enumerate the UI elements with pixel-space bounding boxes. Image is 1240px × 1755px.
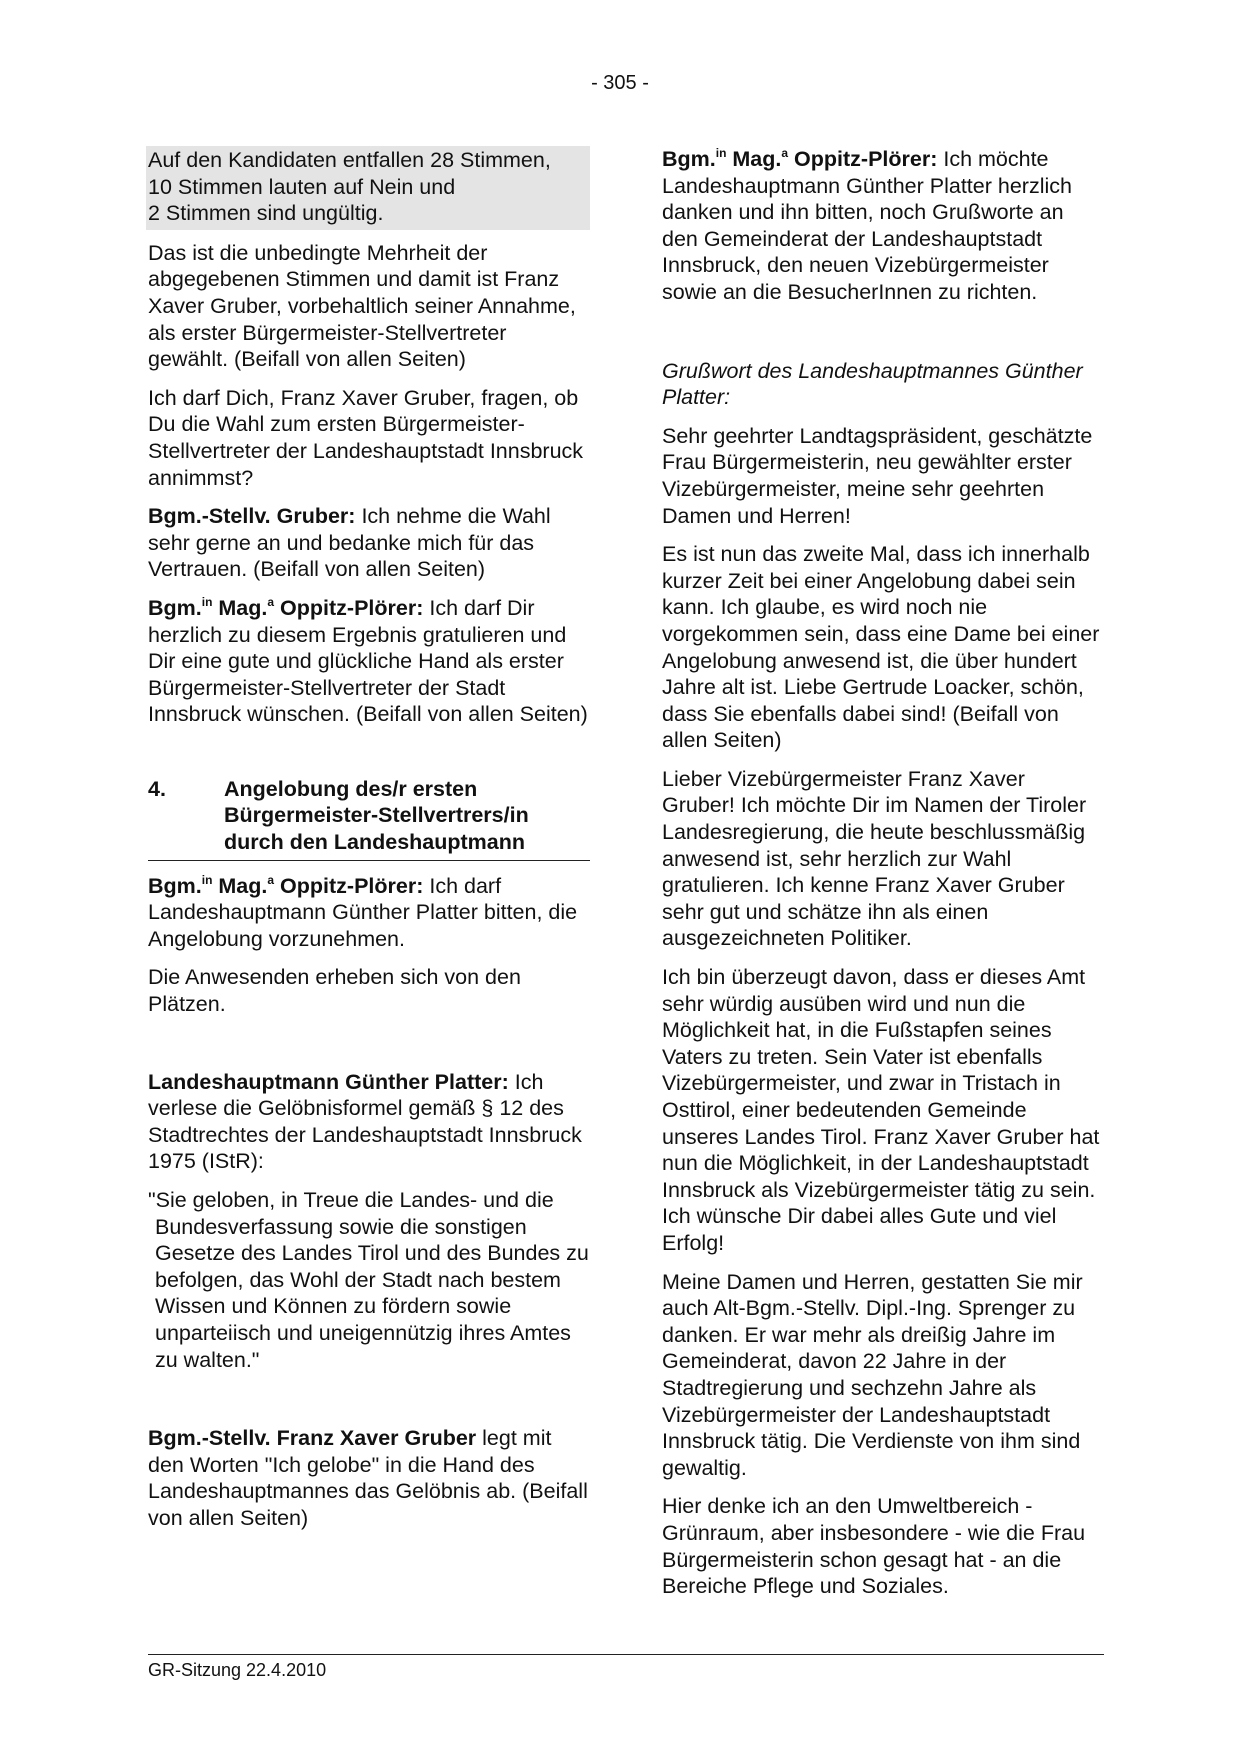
speaker-name: Bgm.$^{in}$ Mag.$^a$ Oppitz-Plörer: bbox=[148, 872, 424, 898]
speech-text: legt mit den Worten "Ich gelobe" in die Hand des Landeshauptmannes das Gelöbnis ab. (Beifall von allen Seiten) bbox=[148, 1426, 588, 1530]
paragraph-congratulations: Lieber Vizebürgermeister Franz Xaver Gruber! Ich möchte Dir im Namen der Tiroler Landesregierung, die heute beschlussmäßig anwesend ist, sehr herzlich zur Wahl gratulieren. Ich kenne Franz Xaver Gruber sehr gut und schätze ihn als einen ausgezeichneten Politiker. bbox=[662, 766, 1087, 951]
paragraph-attendees-rise: Die Anwesenden erheben sich von den Plätzen. bbox=[148, 965, 521, 1017]
paragraph-question: Ich darf Dich, Franz Xaver Gruber, fragen, ob Du die Wahl zum ersten Bürgermeister-Stellvertreter der Landeshauptstadt Innsbruck annimmst? bbox=[148, 385, 584, 490]
oath-rest: Bundesverfassung sowie die sonstigen Gesetze des Landes Tirol und des Bundes zu befolgen, das Wohl der Stadt nach bestem Wissen und Können zu fördern sowie unparteiisch und uneigennützig ihres Amtes zu walten." bbox=[155, 1214, 589, 1372]
section-heading bbox=[148, 776, 590, 861]
vote-result-line: 10 Stimmen lauten auf Nein und bbox=[148, 174, 456, 199]
oath-first-line: "Sie geloben, in Treue die Landes- und die bbox=[148, 1188, 554, 1212]
speaker-name: Bgm.$^{in}$ Mag.$^a$ Oppitz-Plörer: bbox=[662, 146, 938, 171]
paragraph-majority: Das ist die unbedingte Mehrheit der abgegebenen Stimmen und damit ist Franz Xaver Gruber, vorbehaltlich seiner Annahme, als erster Bürgermeister-Stellvertreter gewählt. (Beifall von allen Seiten) bbox=[148, 240, 576, 372]
paragraph-oath-taken bbox=[148, 1425, 590, 1531]
right-column bbox=[662, 146, 1102, 1612]
speech-text: Ich darf Landeshauptmann Günther Platter bitten, die Angelobung vorzunehmen. bbox=[148, 873, 578, 951]
left-column bbox=[148, 146, 590, 1544]
vote-result-box bbox=[146, 146, 590, 230]
paragraph-gruber-accepts bbox=[148, 503, 590, 583]
speech-text: Ich möchte Landeshauptmann Günther Platter herzlich danken und ihn bitten, noch Grußworte an den Gemeinderat der Landeshauptstadt Innsbruck, den neuen Vizebürgermeister sowie an die BesucherInnen zu richten. bbox=[662, 147, 1072, 304]
paragraph-sprenger: Meine Damen und Herren, gestatten Sie mir auch Alt-Bgm.-Stellv. Dipl.-Ing. Sprenger zu danken. Er war mehr als dreißig Jahre im Gemeinderat, davon 22 Jahre in der Stadtregierung und sechzehn Jahre als Vizebürgermeister der Landeshauptstadt Innsbruck tätig. Die Verdienste von ihm sind gewaltig. bbox=[662, 1269, 1083, 1480]
speech-text: Ich verlese die Gelöbnisformel gemäß § 12 des Stadtrechtes der Landeshauptstadt Innsbruck 1975 (IStR): bbox=[148, 1069, 582, 1174]
paragraph-mayor-request bbox=[148, 873, 590, 953]
vote-result-line: Auf den Kandidaten entfallen 28 Stimmen, bbox=[148, 148, 551, 172]
speaker-name: Bgm.-Stellv. Franz Xaver Gruber bbox=[148, 1426, 477, 1451]
speech-text: Ich darf Dir herzlich zu diesem Ergebnis gratulieren und Dir eine gute und glückliche Hand als erster Bürgermeister-Stellvertreter der Stadt Innsbruck wünschen. (Beifall von allen Seiten) bbox=[148, 595, 588, 727]
footer-text: GR-Sitzung 22.4.2010 bbox=[148, 1660, 327, 1680]
speech-text: Ich nehme die Wahl sehr gerne an und bedanke mich für das Vertrauen. (Beifall von allen Seiten) bbox=[148, 504, 551, 582]
vote-result-line: 2 Stimmen sind ungültig. bbox=[148, 201, 384, 226]
speaker-name: Bgm.$^{in}$ Mag.$^a$ Oppitz-Plörer: bbox=[148, 594, 424, 620]
speaker-name: Landeshauptmann Günther Platter: bbox=[148, 1069, 509, 1094]
paragraph-mayor-congratulates bbox=[148, 595, 590, 728]
footer-divider bbox=[148, 1654, 1104, 1655]
page-number: - 305 - bbox=[591, 72, 649, 94]
paragraph-second-time: Es ist nun das zweite Mal, dass ich innerhalb kurzer Zeit bei einer Angelobung dabei sein kann. Ich glaube, es wird noch nie vorgekommen sein, dass eine Dame bei einer Angelobung anwesend ist, die über hundert Jahre alt ist. Liebe Gertrude Loacker, schön, dass Sie ebenfalls dabei sind! (Beifall von allen Seiten) bbox=[662, 542, 1100, 753]
paragraph-salutation: Sehr geehrter Landtagspräsident, geschätzte Frau Bürgermeisterin, neu gewählter erster Vizebürgermeister, meine sehr geehrten Damen und Herren! bbox=[662, 423, 1093, 528]
section-title: Angelobung des/r ersten Bürgermeister-Stellvertrers/in durch den Landeshauptmann bbox=[224, 776, 529, 855]
speaker-name: Bgm.-Stellv. Gruber: bbox=[148, 504, 356, 529]
section-number: 4. bbox=[148, 776, 166, 801]
paragraph-environment: Hier denke ich an den Umweltbereich - Grünraum, aber insbesondere - wie die Frau Bürgermeisterin schon gesagt hat - an die Bereiche Pflege und Soziales. bbox=[662, 1494, 1086, 1599]
paragraph-mayor-thanks bbox=[662, 146, 1102, 306]
oath-text bbox=[148, 1187, 590, 1373]
paragraph-father: Ich bin überzeugt davon, dass er dieses Amt sehr würdig ausüben wird und nun die Möglichkeit hat, in die Fußstapfen seines Vaters zu treten. Sein Vater ist ebenfalls Vizebürgermeister, und zwar in Tristach in Osttirol, einer bedeutenden Gemeinde unseres Landes Tirol. Franz Xaver Gruber hat nun die Möglichkeit, in der Landeshauptstadt Innsbruck als Vizebürgermeister tätig zu sein. Ich wünsche Dir dabei alles Gute und viel Erfolg! bbox=[662, 965, 1100, 1255]
subheading-greeting: Grußwort des Landeshauptmannes Günther Platter: bbox=[662, 358, 1083, 410]
paragraph-platter-reads bbox=[148, 1069, 590, 1175]
